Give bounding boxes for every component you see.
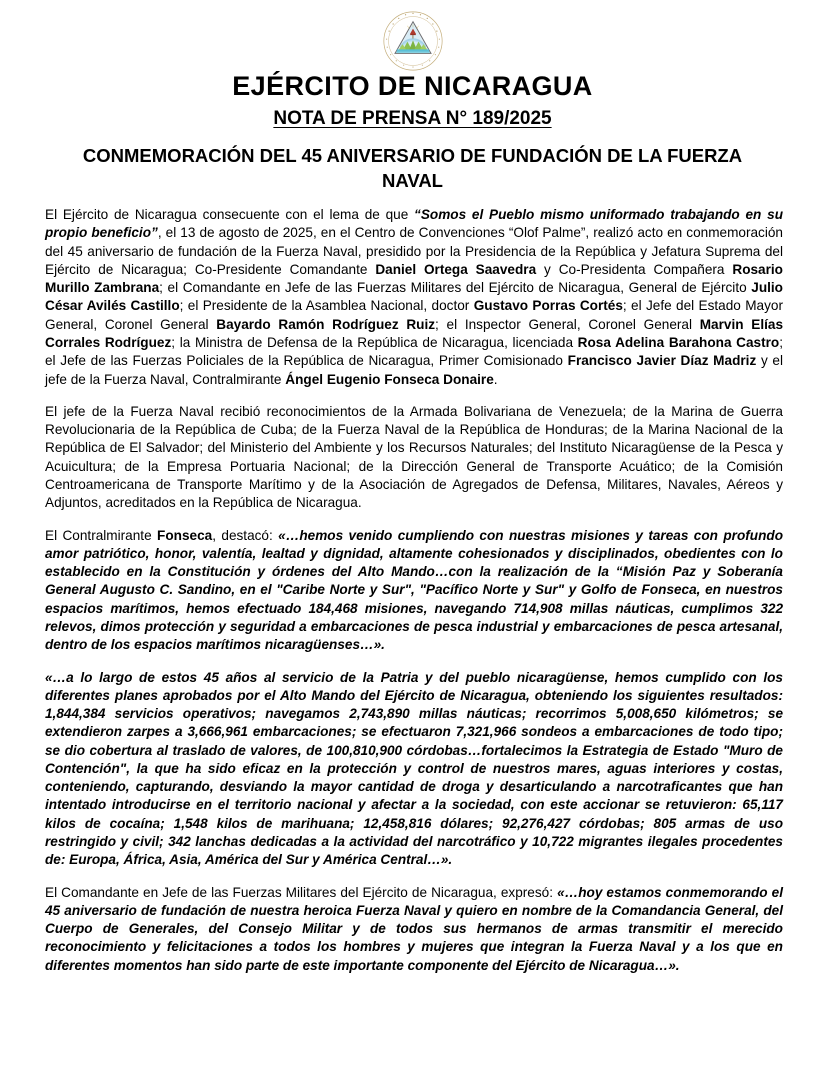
name-rosario-murillo: Rosario Murillo Zambrana [45,261,783,296]
paragraph-commander-quote [45,884,783,975]
p1-seg-15: ; la Ministra de Defensa de la República de Nicaragua, licenciada [171,335,578,351]
document-subject: CONMEMORACIÓN DEL 45 ANIVERSARIO DE FUNDACIÓN DE LA FUERZA NAVAL [82,145,743,191]
p3-seg-1: El Contralmirante [45,527,158,543]
nicaragua-coat-of-arms-emblem [382,10,444,72]
name-angel-fonseca: Ángel Eugenio Fonseca Donaire [285,371,494,387]
commander-quote-text: «…hoy estamos conmemorando el 45 aniversario de fundación de nuestra heroica Fuerza Naval y quiero en nombre de la Comandancia General, del Cuerpo de Generales, del Consejo Militar y de todos sus hermanos de armas transmitir el merecido reconocimiento y felicitaciones a todos los hombres y mujeres que integran la Fuerza Naval y a los que en diferentes momentos han sido parte de este importante componente del Ejército de Nicaragua…». [45,884,783,973]
p1-seg-3: , el 13 de agosto de 2025, en el Centro de Convenciones “Olof Palme”, realizó acto en conmemoración del 45 aniversario de fundación de la Fuerza Naval, presidido por la Presidencia de la República y Jefatura Suprema del Ejército de Nicaragua; Co-Presidente Comandante [45,225,783,277]
name-daniel-ortega: Daniel Ortega Saavedra [375,261,537,277]
p5-seg-1: El Comandante en Jefe de las Fuerzas Militares del Ejército de Nicaragua, expresó: [45,884,558,900]
emblem-container [0,0,825,72]
p1-seg-17: ; el Jefe de las Fuerzas Policiales de la República de Nicaragua, Primer Comisionado [45,335,784,369]
name-rosa-barahona: Rosa Adelina Barahona Castro [577,335,780,351]
p1-seg-7: ; el Comandante en Jefe de las Fuerzas Militares del Ejército de Nicaragua, General de Ejército [159,280,752,296]
page-title: EJÉRCITO DE NICARAGUA [232,71,593,101]
press-release-number: NOTA DE PRENSA N° 189/2025 [273,108,552,130]
p1-seg-5: y Co-Presidenta Compañera [536,261,733,277]
name-marvin-corrales: Marvin Elías Corrales Rodríguez [45,316,784,351]
p1-seg-11: ; el Jefe del Estado Mayor General, Coronel General [45,298,783,332]
name-francisco-diaz: Francisco Javier Díaz Madriz [567,353,757,369]
name-julio-aviles: Julio César Avilés Castillo [45,280,783,314]
p1-seg-9: ; el Presidente de la Asamblea Nacional, doctor [179,298,474,314]
paragraph-fonseca-quote [45,527,783,655]
paragraph-recognitions: El jefe de la Fuerza Naval recibió reconocimientos de la Armada Bolivariana de Venezuela; de la Marina de Guerra Revolucionaria de la República de Cuba; de la Fuerza Naval de la República de Honduras; de la Marina Nacional de la República de El Salvador; del Ministerio del Ambiente y los Recursos Naturales; del Instituto Nicaragüense de la Pesca y Acuicultura; de la Empresa Portuaria Nacional; de la Dirección General de Transporte Acuático; de la Comisión Centroamericana de Transporte Marítimo y de la Asociación de Agregados de Defensa, Militares, Navales, Aéreos y Adjuntos, acreditados en la República de Nicaragua. [45,403,783,511]
paragraph-results-quote: «…a lo largo de estos 45 años al servicio de la Patria y del pueblo nicaragüense, hemos cumplido con los diferentes planes aprobados por el Alto Mando del Ejército de Nicaragua, obteniendo los siguientes resultados: 1,844,384 servicios operativos; navegamos 2,743,890 millas náuticas; recorrimos 5,008,650 kilómetros; se extendieron zarpes a 3,666,961 embarcaciones; se efectuaron 7,321,966 sondeos a embarcaciones de todo tipo; se dio cobertura al traslado de valores, de 100,810,900 córdobas…fortalecimos la Estrategia de Estado "Muro de Contención", la que ha sido eficaz en la protección y control de nuestros mares, aguas interiores y costas, conteniendo, capturando, desviando la mayor cantidad de droga y desarticulando a narcotraficantes que han intentado introducirse en el territorio nacional y afectar a la sociedad, con este accionar se retuvieron: 65,117 kilos de cocaína; 1,548 kilos de marihuana; 12,458,816 dólares; 92,276,427 córdobas; 805 armas de uso restringido y civil; 342 lanchas dedicadas a la actividad del narcotráfico y 10,722 migrantes ilegales procedentes de: Europa, África, Asia, América del Sur y América Central…». [45,669,783,868]
name-bayardo-rodriguez: Bayardo Ramón Rodríguez Ruiz [216,316,436,332]
title-block [0,72,825,193]
fonseca-quote-text: «…hemos venido cumpliendo con nuestras misiones y tareas con profundo amor patriótico, honor, valentía, lealtad y dignidad, altamente cohesionados y disciplinados, obedientes con lo establecido en la Constitución y órdenes del Alto Mando…con la realización de la “Misión Paz y Soberanía General Augusto C. Sandino, en el "Caribe Norte y Sur", "Pacífico Norte y Sur" y Golfo de Fonseca, en nuestros espacios marítimos, hemos efectuado 184,468 misiones, navegando 714,908 millas náuticas, cumplimos 322 relevos, dimos protección y seguridad a embarcaciones de pesca industrial y embarcaciones de pesca artesanal, dentro de los espacios marítimos nicaragüenses…». [45,527,784,653]
document-body [0,206,825,975]
p1-seg-13: ; el Inspector General, Coronel General [435,316,700,332]
p1-seg-19: y el jefe de la Fuerza Naval, Contralmirante [45,353,784,387]
name-fonseca: Fonseca [157,527,213,543]
p3-seg-3: , destacó: [212,527,279,543]
p1-seg-21: . [493,371,498,387]
motto-quote: “Somos el Pueblo mismo uniformado trabajando en su propio beneficio” [45,207,783,241]
paragraph-attendees [45,206,783,389]
p1-seg-1: El Ejército de Nicaragua consecuente con el lema de que [45,207,415,223]
name-gustavo-porras: Gustavo Porras Cortés [473,298,623,314]
